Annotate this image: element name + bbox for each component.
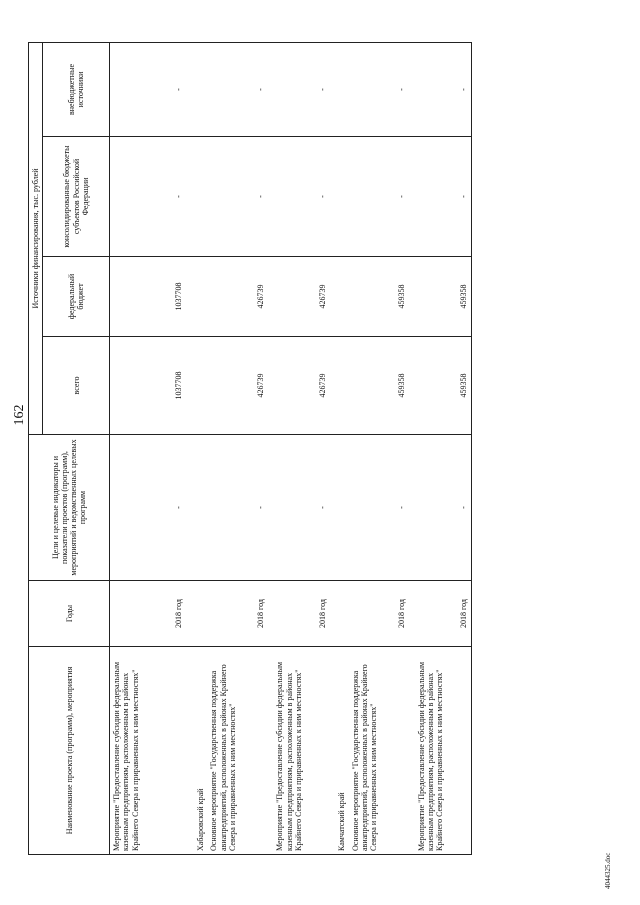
cell-federal: 459358 — [409, 257, 472, 337]
cell-extra: - — [267, 43, 329, 137]
cell-year: 2018 год — [409, 581, 472, 647]
cell-regional — [188, 137, 207, 257]
cell-total: 426739 — [267, 337, 329, 435]
cell-name: Мероприятие "Предоставление субсидии федеральным казенным предприятиям, расположенным в районах Крайнего Севера и приравненных к ним местностях" — [409, 647, 472, 855]
header-total: всего — [43, 337, 110, 435]
page-number: 162 — [12, 404, 27, 426]
cell-indicator: - — [207, 435, 267, 581]
cell-extra: - — [207, 43, 267, 137]
cell-indicator — [188, 435, 207, 581]
table-row — [329, 43, 348, 855]
cell-federal: 459358 — [349, 257, 409, 337]
cell-total: 459358 — [409, 337, 472, 435]
cell-total: 426739 — [207, 337, 267, 435]
cell-name: Мероприятие "Предоставление субсидии федеральным казенным предприятиям, расположенным в районах Крайнего Севера и приравненных к ним местностях" — [267, 647, 329, 855]
cell-extra: - — [409, 43, 472, 137]
cell-name: Мероприятие "Предоставление субсидии федеральным казенным предприятиям, расположенным в районах Крайнего Севера и приравненных к ним местностях" — [110, 647, 173, 855]
cell-extra: - — [172, 43, 188, 137]
cell-indicator: - — [349, 435, 409, 581]
cell-year — [329, 581, 348, 647]
financing-table — [28, 42, 472, 855]
cell-federal: 426739 — [267, 257, 329, 337]
table-row — [349, 43, 409, 855]
cell-extra — [188, 43, 207, 137]
table-row — [110, 43, 173, 855]
cell-year — [188, 581, 207, 647]
cell-name — [172, 647, 188, 855]
cell-name: Основное мероприятие "Государственная поддержка авиапредприятий, расположенных в районах Крайнего Севера и приравненных к ним местностях" — [349, 647, 409, 855]
header-regional: консолидированные бюджеты субъектов Российской Федерации — [43, 137, 110, 257]
cell-federal: 426739 — [207, 257, 267, 337]
cell-region: Хабаровский край — [188, 647, 207, 855]
header-extra: внебюджетные источники — [43, 43, 110, 137]
cell-indicator: - — [172, 435, 188, 581]
footer-code: 4044325.doc — [604, 852, 612, 889]
header-indicators: Цели и целевые индикаторы и показатели проектов (программ), мероприятий и ведомственных целевых программ — [29, 435, 110, 581]
cell-region: Камчатский край — [329, 647, 348, 855]
table-row — [409, 43, 472, 855]
cell-federal — [329, 257, 348, 337]
cell-indicator — [110, 435, 173, 581]
cell-indicator: - — [409, 435, 472, 581]
cell-federal: 1037708 — [172, 257, 188, 337]
header-sources-group: Источники финансирования, тыс. рублей — [29, 43, 43, 435]
cell-federal — [110, 257, 173, 337]
cell-total: 459358 — [349, 337, 409, 435]
cell-year: 2018 год — [349, 581, 409, 647]
cell-year: 2018 год — [207, 581, 267, 647]
table-row — [207, 43, 267, 855]
cell-regional: - — [207, 137, 267, 257]
header-years: Годы — [29, 581, 110, 647]
cell-name: Основное мероприятие "Государственная поддержка авиапредприятий, расположенных в районах Крайнего Севера и приравненных к ним местностях" — [207, 647, 267, 855]
cell-indicator: - — [267, 435, 329, 581]
cell-federal — [188, 257, 207, 337]
header-name: Наименование проекта (программ), мероприятия — [29, 647, 110, 855]
cell-total: 1037708 — [172, 337, 188, 435]
cell-total — [188, 337, 207, 435]
cell-regional: - — [349, 137, 409, 257]
cell-regional: - — [172, 137, 188, 257]
cell-indicator — [329, 435, 348, 581]
header-federal: федеральный бюджет — [43, 257, 110, 337]
cell-extra — [329, 43, 348, 137]
cell-year: 2018 год — [267, 581, 329, 647]
cell-regional: - — [267, 137, 329, 257]
cell-regional: - — [409, 137, 472, 257]
cell-year: 2018 год — [172, 581, 188, 647]
cell-extra — [110, 43, 173, 137]
cell-extra: - — [349, 43, 409, 137]
cell-regional — [110, 137, 173, 257]
cell-total — [329, 337, 348, 435]
cell-year — [110, 581, 173, 647]
table-row — [172, 43, 188, 855]
table-row — [188, 43, 207, 855]
cell-regional — [329, 137, 348, 257]
cell-total — [110, 337, 173, 435]
table-row — [267, 43, 329, 855]
